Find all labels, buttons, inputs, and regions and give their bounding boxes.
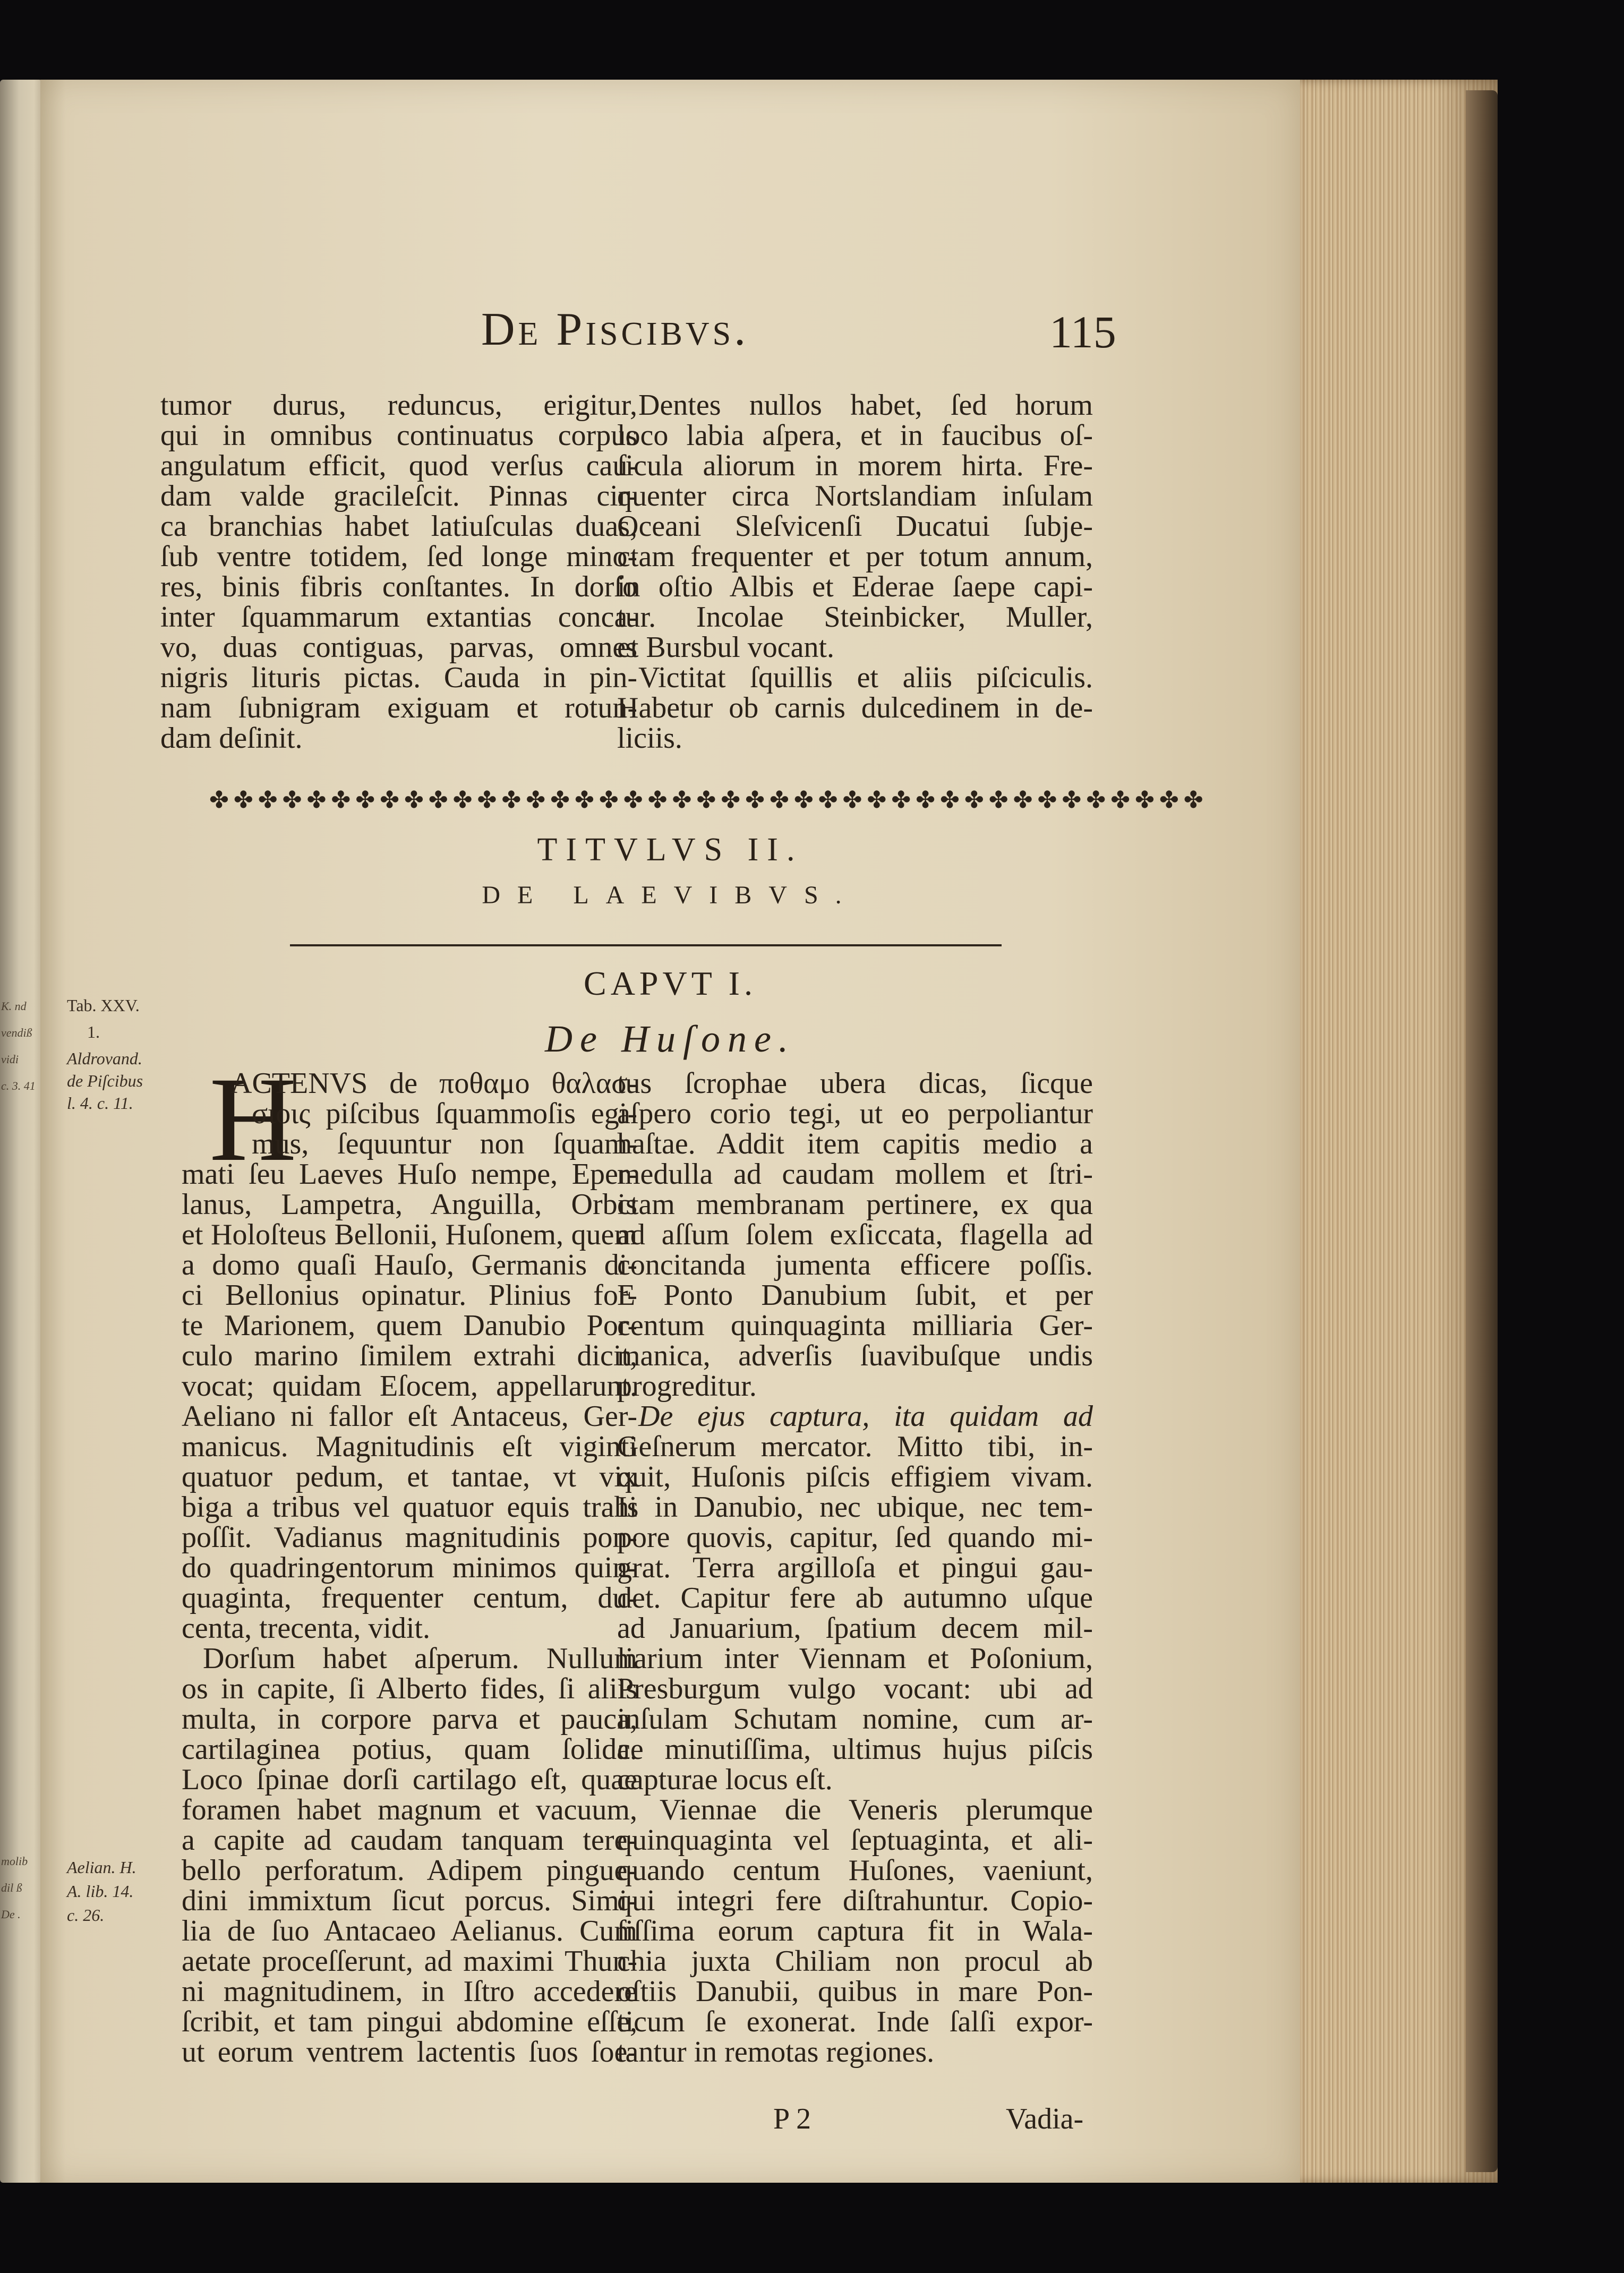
- page-number: 115: [1049, 306, 1116, 357]
- text-line: qui integri fere diſtrahuntur. Copio-: [617, 1884, 1093, 1917]
- text-line: dam valde gracileſcit. Pinnas cir-: [160, 480, 637, 512]
- text-line: Aeliano ni fallor eſt Antaceus, Ger-: [182, 1400, 637, 1433]
- text-line: biga a tribus vel quatuor equis trahi: [182, 1491, 637, 1524]
- text-line: quinquaginta vel ſeptuaginta, et ali-: [617, 1824, 1093, 1857]
- text-line: inter ſquammarum extantias conca-: [160, 601, 637, 634]
- text-line: qui in omnibus continuatus corpus: [160, 419, 637, 452]
- text-line: lia de ſuo Antacaeo Aelianus. Cum: [182, 1915, 637, 1947]
- text-line: vo, duas contiguas, parvas, omnes: [160, 631, 637, 664]
- text-line: centa, trecenta, vidit.: [182, 1612, 430, 1645]
- text-line: nigris lituris pictas. Cauda in pin-: [160, 661, 637, 694]
- text-line: progreditur.: [617, 1370, 757, 1403]
- text-line: et Bursbul vocant.: [617, 631, 835, 664]
- text-line: ſcribit, et tam pingui abdomine eſſe,: [182, 2005, 637, 2038]
- text-line: Viennae die Veneris plerumque: [660, 1793, 1093, 1826]
- margin-note-aelian: A. lib. 14.: [67, 1882, 134, 1901]
- text-line: inſulam Schutam nomine, cum ar-: [617, 1703, 1093, 1736]
- text-line: tus ſcrophae ubera dicas, ſicque: [617, 1067, 1093, 1100]
- text-line: σιοις piſcibus ſquammoſis egi-: [252, 1097, 637, 1130]
- text-line: poſſit. Vadianus magnitudinis pon-: [182, 1521, 637, 1554]
- text-line: grat. Terra argilloſa et pingui gau-: [617, 1551, 1093, 1584]
- text-line: Loco ſpinae dorſi cartilago eſt, quae: [182, 1763, 637, 1796]
- text-line: nam ſubnigram exiguam et rotun-: [160, 691, 637, 724]
- text-line: centum quinquaginta milliaria Ger-: [617, 1309, 1093, 1342]
- main-left-column: [160, 1069, 637, 2067]
- text-line: ad Januarium, ſpatium decem mil-: [617, 1612, 1093, 1645]
- running-header: De Piscibvs.: [481, 304, 749, 355]
- text-line: quit, Huſonis piſcis effigiem vivam.: [617, 1460, 1093, 1493]
- text-line: ce minutiſſima, ultimus hujus piſcis: [617, 1733, 1093, 1766]
- margin-fragment: De .: [1, 1908, 21, 1921]
- text-line: mati ſeu Laeves Huſo nempe, Eper-: [182, 1158, 637, 1191]
- text-line: Geſnerum mercator. Mitto tibi, in-: [617, 1430, 1093, 1463]
- text-line: ticum ſe exonerat. Inde ſalſi expor-: [617, 2005, 1093, 2038]
- text-line: a domo quaſi Hauſo, Germanis di-: [182, 1249, 637, 1281]
- text-line: manica, adverſis ſuavibuſque undis: [617, 1339, 1093, 1372]
- text-line: res, binis fibris conſtantes. In dorſo: [160, 570, 637, 603]
- text-line: ſub ventre totidem, ſed longe mino-: [160, 540, 637, 573]
- previous-page-edge: [0, 80, 42, 2183]
- text-line: manicus. Magnitudinis eſt viginti: [182, 1430, 637, 1463]
- text-line: liciis.: [617, 722, 682, 755]
- text-line: et Holoſteus Bellonii, Huſonem, quem: [182, 1218, 637, 1251]
- text-line: tumor durus, reduncus, erigitur,: [160, 389, 637, 422]
- text-line: ut eorum ventrem lactentis ſuos ſoe-: [182, 2036, 637, 2069]
- text-line: quaginta, frequenter centum, du-: [182, 1582, 637, 1614]
- text-line: te Marionem, quem Danubio Por-: [182, 1309, 637, 1342]
- text-line: culo marino ſimilem extrahi dicit,: [182, 1339, 637, 1372]
- chapter-title: CAPVT I.: [584, 964, 757, 1002]
- text-line: Dorſum habet aſperum. Nullum: [203, 1642, 637, 1675]
- margin-note-aelian: Aelian. H.: [67, 1858, 136, 1877]
- margin-note-aldrovand: Aldrovand.: [67, 1049, 142, 1068]
- horizontal-rule: [290, 944, 1002, 946]
- catchword: Vadia-: [1006, 2103, 1084, 2135]
- book-cover-edge: [1466, 90, 1498, 2172]
- text-line: medulla ad caudam mollem et ſtri-: [617, 1158, 1093, 1191]
- text-line: dam deſinit.: [160, 722, 303, 755]
- text-line: ni magnitudinem, in Iſtro accedere: [182, 1975, 637, 2008]
- text-line: tantur in remotas regiones.: [617, 2036, 935, 2069]
- section-subtitle: DE LAEVIBVS.: [482, 881, 859, 909]
- margin-fragment: c. 3. 41: [1, 1079, 36, 1092]
- text-line: Is in Danubio, nec ubique, nec tem-: [617, 1491, 1093, 1524]
- text-line: tur. Incolae Steinbicker, Muller,: [617, 601, 1093, 634]
- text-line: a capite ad caudam tanquam tere-: [182, 1824, 637, 1857]
- text-line: lanus, Lampetra, Anguilla, Orbis: [182, 1188, 637, 1221]
- text-line: vocat; quidam Eſocem, appellarunt.: [182, 1370, 637, 1403]
- text-line: mus, ſequuntur non ſquam-: [252, 1127, 637, 1160]
- chapter-subtitle: De Huſone.: [545, 1018, 796, 1060]
- margin-note-tab-number: 1.: [87, 1022, 100, 1041]
- text-line: det. Capitur fere ab autumno uſque: [617, 1582, 1093, 1614]
- text-line: pore quovis, capitur, ſed quando mi-: [617, 1521, 1093, 1554]
- text-line: multa, in corpore parva et pauca,: [182, 1703, 637, 1736]
- text-line: dini immixtum ſicut porcus. Simi-: [182, 1884, 637, 1917]
- signature-mark: P 2: [773, 2103, 811, 2135]
- margin-note-aelian: c. 26.: [67, 1905, 105, 1925]
- margin-fragment: dil ß: [1, 1881, 22, 1894]
- text-line: ACTENVS de ποθαμο θαλασ-: [230, 1067, 637, 1100]
- margin-fragment: vendiß: [1, 1026, 32, 1039]
- text-line: bello perforatum. Adipem pingue-: [182, 1854, 637, 1887]
- drop-cap: H: [209, 1053, 297, 1186]
- text-line: loco labia aſpera, et in faucibus oſ-: [617, 419, 1093, 452]
- text-line: aſpero corio tegi, ut eo perpoliantur: [617, 1097, 1093, 1130]
- text-line: os in capite, ſi Alberto fides, ſi aliis: [182, 1672, 637, 1705]
- text-line: aetate proceſſerunt, ad maximi Thun-: [182, 1945, 637, 1978]
- text-line: quenter circa Nortslandiam inſulam: [617, 480, 1093, 512]
- margin-note-tab: Tab. XXV.: [67, 996, 140, 1015]
- text-line: ctam frequenter et per totum annum,: [617, 540, 1093, 573]
- text-line: ci Bellonius opinatur. Plinius for-: [182, 1279, 637, 1312]
- text-line: quando centum Huſones, vaeniunt,: [617, 1854, 1093, 1887]
- margin-fragment: K. nd: [1, 999, 27, 1013]
- margin-fragment: molib: [1, 1855, 28, 1868]
- ornamental-rule: ✤✤✤✤✤✤✤✤✤✤✤✤✤✤✤✤✤✤✤✤✤✤✤✤✤✤✤✤✤✤✤✤✤✤✤✤✤✤✤✤✤: [209, 787, 1208, 813]
- book-page: [40, 80, 1300, 2183]
- margin-note-aldrovand: de Piſcibus: [67, 1071, 143, 1090]
- text-line: ctam membranam pertinere, ex qua: [617, 1188, 1093, 1221]
- text-line: ſiſſima eorum captura fit in Wala-: [617, 1915, 1093, 1947]
- text-line: De ejus captura, ita quidam ad: [638, 1400, 1093, 1433]
- section-title: TITVLVS II.: [537, 832, 804, 868]
- text-line: concitanda jumenta efficere poſſis.: [617, 1249, 1093, 1281]
- text-line: Victitat ſquillis et aliis piſciculis.: [638, 661, 1093, 694]
- text-line: Presburgum vulgo vocant: ubi ad: [617, 1672, 1093, 1705]
- text-line: ſicula aliorum in morem hirta. Fre-: [617, 449, 1093, 482]
- text-line: do quadringentorum minimos quin-: [182, 1551, 637, 1584]
- margin-fragment: vidi: [1, 1053, 19, 1066]
- text-line: foramen habet magnum et vacuum,: [182, 1793, 637, 1826]
- text-line: oſtiis Danubii, quibus in mare Pon-: [617, 1975, 1093, 2008]
- top-right-column: [617, 390, 1093, 754]
- margin-note-aldrovand: l. 4. c. 11.: [67, 1093, 133, 1113]
- text-line: capturae locus eſt.: [617, 1763, 833, 1796]
- text-line: cartilaginea potius, quam ſolida.: [182, 1733, 637, 1766]
- text-line: haſtae. Addit item capitis medio a: [617, 1127, 1093, 1160]
- text-line: Habetur ob carnis dulcedinem in de-: [617, 691, 1093, 724]
- text-line: in oſtio Albis et Ederae ſaepe capi-: [617, 570, 1093, 603]
- text-line: angulatum efficit, quod verſus cau-: [160, 449, 637, 482]
- text-line: ca branchias habet latiuſculas duas,: [160, 510, 637, 543]
- text-line: quatuor pedum, et tantae, vt vix: [182, 1460, 637, 1493]
- top-left-column: [160, 390, 637, 754]
- text-line: Dentes nullos habet, ſed horum: [638, 389, 1093, 422]
- text-line: liarium inter Viennam et Poſonium,: [617, 1642, 1093, 1675]
- text-line: ad aſſum ſolem exſiccata, flagella ad: [617, 1218, 1093, 1251]
- text-line: chia juxta Chiliam non procul ab: [617, 1945, 1093, 1978]
- text-line: E Ponto Danubium ſubit, et per: [617, 1279, 1093, 1312]
- text-line: Oceani Sleſvicenſi Ducatui ſubje-: [617, 510, 1093, 543]
- main-right-column: [617, 1069, 1093, 2067]
